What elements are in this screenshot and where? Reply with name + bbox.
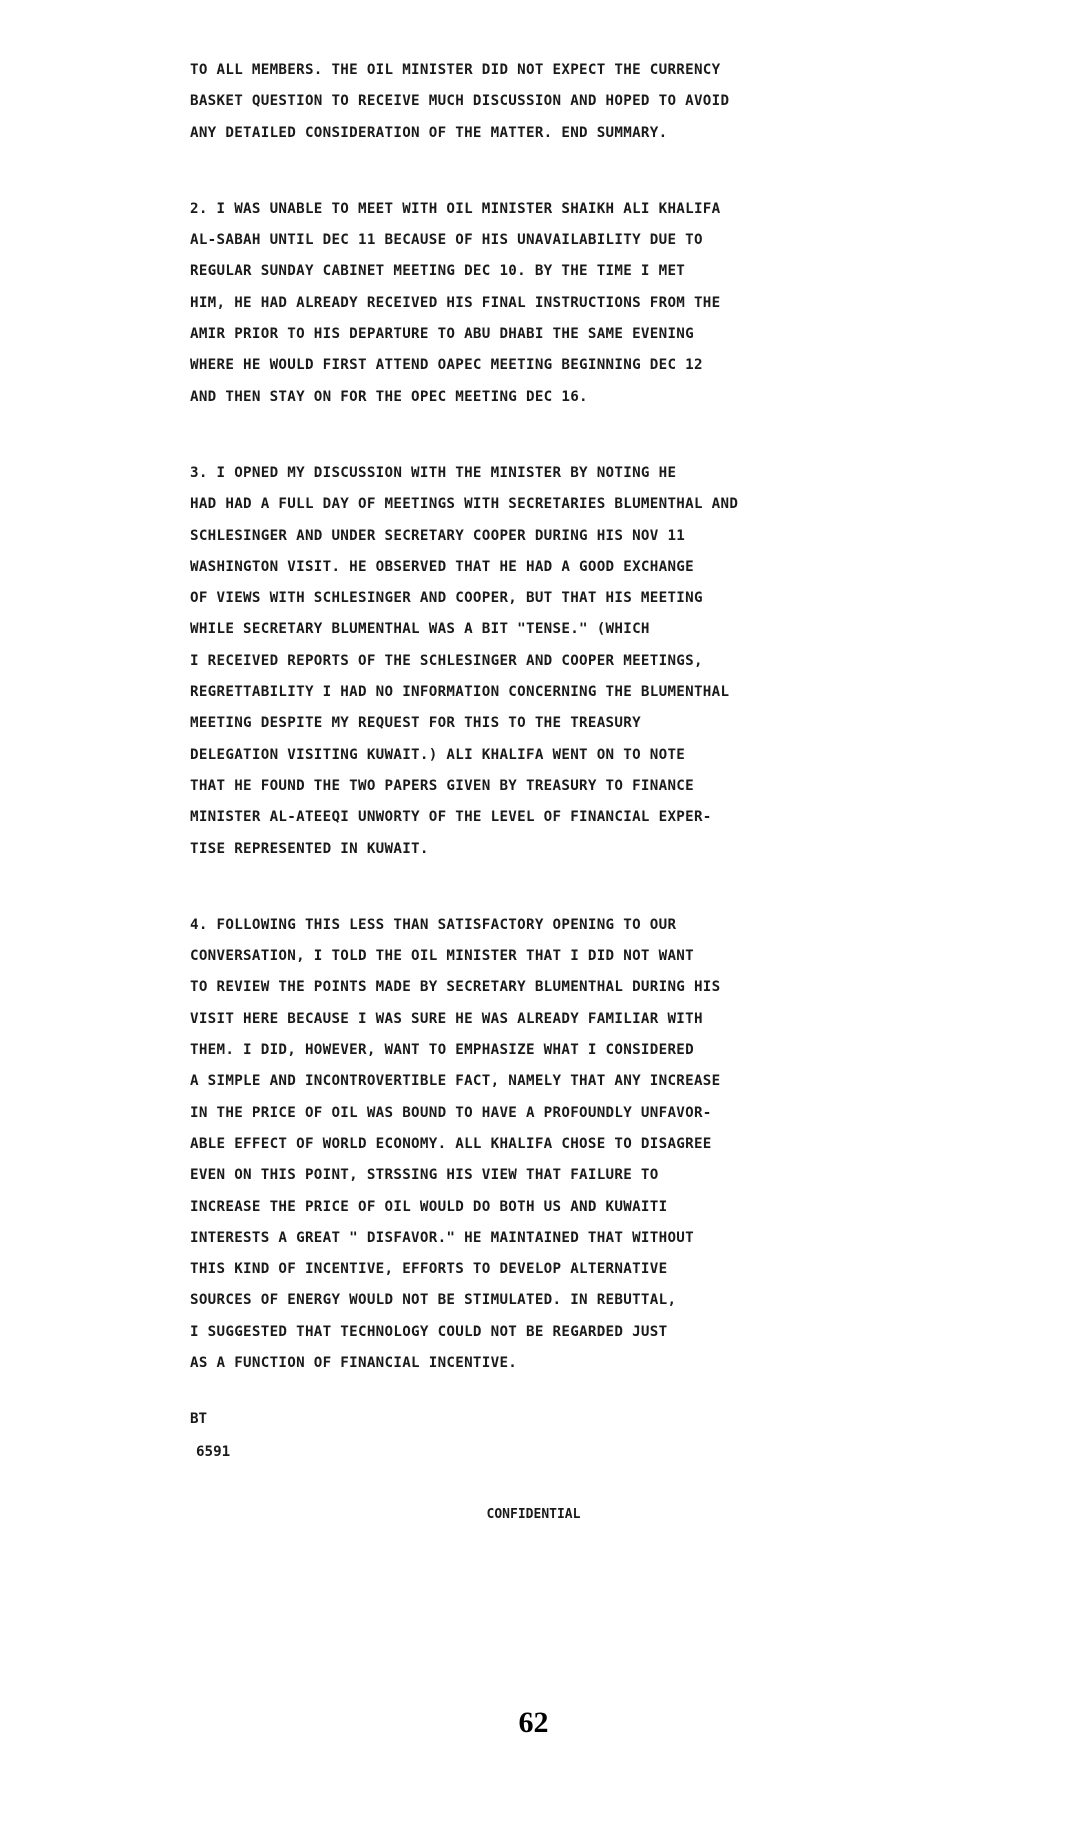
text-line: INCREASE THE PRICE OF OIL WOULD DO BOTH US AND KUWAITI [190,1198,668,1215]
text-line: AMIR PRIOR TO HIS DEPARTURE TO ABU DHABI THE SAME EVENING [190,326,694,343]
text-line: 4. FOLLOWING THIS LESS THAN SATISFACTORY OPENING TO OUR [190,916,677,933]
text-line: WHERE HE WOULD FIRST ATTEND OAPEC MEETING BEGINNING DEC 12 [190,357,703,374]
text-line: IN THE PRICE OF OIL WAS BOUND TO HAVE A PROFOUNDLY UNFAVOR- [190,1104,712,1121]
text-line: 3. I OPNED MY DISCUSSION WITH THE MINISTER BY NOTING HE [190,464,677,481]
bt-marker: BT [190,1411,208,1427]
text-line: DELEGATION VISITING KUWAIT.) ALI KHALIFA WENT ON TO NOTE [190,746,686,763]
paragraph-4 [190,910,890,1379]
cable-body [190,55,890,1424]
text-line: TO ALL MEMBERS. THE OIL MINISTER DID NOT EXPECT THE CURRENCY [190,62,721,78]
text-line: INTERESTS A GREAT " DISFAVOR." HE MAINTAINED THAT WITHOUT [190,1229,694,1246]
text-line: HAD HAD A FULL DAY OF MEETINGS WITH SECRETARIES BLUMENTHAL AND [190,496,739,513]
classification-marking: CONFIDENTIAL [486,1507,581,1522]
text-line: 2. I WAS UNABLE TO MEET WITH OIL MINISTER SHAIKH ALI KHALIFA [190,200,721,217]
text-line: THIS KIND OF INCENTIVE, EFFORTS TO DEVELOP ALTERNATIVE [190,1261,668,1278]
text-line: SOURCES OF ENERGY WOULD NOT BE STIMULATED. IN REBUTTAL, [190,1292,677,1309]
text-line: AND THEN STAY ON FOR THE OPEC MEETING DEC 16. [190,388,588,405]
message-number: 6591 [196,1444,231,1460]
text-line: HIM, HE HAD ALREADY RECEIVED HIS FINAL INSTRUCTIONS FROM THE [190,294,721,311]
text-line: OF VIEWS WITH SCHLESINGER AND COOPER, BUT THAT HIS MEETING [190,590,703,607]
text-line: WHILE SECRETARY BLUMENTHAL WAS A BIT "TENSE." (WHICH [190,621,650,638]
text-line: AS A FUNCTION OF FINANCIAL INCENTIVE. [190,1354,518,1371]
text-line: TO REVIEW THE POINTS MADE BY SECRETARY BLUMENTHAL DURING HIS [190,979,721,996]
paragraph-2 [190,194,890,413]
text-line: MINISTER AL-ATEEQI UNWORTY OF THE LEVEL OF FINANCIAL EXPER- [190,809,712,826]
paragraph-summary-end [190,55,890,149]
text-line: A SIMPLE AND INCONTROVERTIBLE FACT, NAMELY THAT ANY INCREASE [190,1073,721,1090]
text-line: CONVERSATION, I TOLD THE OIL MINISTER THAT I DID NOT WANT [190,948,694,965]
page-number: 62 [518,1706,549,1739]
text-line: ABLE EFFECT OF WORLD ECONOMY. ALL KHALIFA CHOSE TO DISAGREE [190,1135,712,1152]
text-line: WASHINGTON VISIT. HE OBSERVED THAT HE HAD A GOOD EXCHANGE [190,558,694,575]
text-line: MEETING DESPITE MY REQUEST FOR THIS TO THE TREASURY [190,715,641,732]
text-line: THEM. I DID, HOWEVER, WANT TO EMPHASIZE WHAT I CONSIDERED [190,1042,694,1059]
text-line: I SUGGESTED THAT TECHNOLOGY COULD NOT BE REGARDED JUST [190,1323,668,1340]
text-line: AL-SABAH UNTIL DEC 11 BECAUSE OF HIS UNAVAILABILITY DUE TO [190,232,703,249]
text-line: VISIT HERE BECAUSE I WAS SURE HE WAS ALREADY FAMILIAR WITH [190,1010,703,1027]
text-line: REGRETTABILITY I HAD NO INFORMATION CONCERNING THE BLUMENTHAL [190,684,730,701]
text-line: BASKET QUESTION TO RECEIVE MUCH DISCUSSION AND HOPED TO AVOID [190,93,730,110]
cable-trailer [190,1403,230,1469]
text-line: REGULAR SUNDAY CABINET MEETING DEC 10. BY THE TIME I MET [190,263,686,280]
text-line: ANY DETAILED CONSIDERATION OF THE MATTER. END SUMMARY. [190,124,668,141]
text-line: I RECEIVED REPORTS OF THE SCHLESINGER AND COOPER MEETINGS, [190,652,703,669]
text-line: SCHLESINGER AND UNDER SECRETARY COOPER DURING HIS NOV 11 [190,527,686,544]
text-line: TISE REPRESENTED IN KUWAIT. [190,840,429,857]
text-line: EVEN ON THIS POINT, STRSSING HIS VIEW THAT FAILURE TO [190,1167,659,1184]
text-line: THAT HE FOUND THE TWO PAPERS GIVEN BY TREASURY TO FINANCE [190,777,694,794]
paragraph-3 [190,458,890,865]
